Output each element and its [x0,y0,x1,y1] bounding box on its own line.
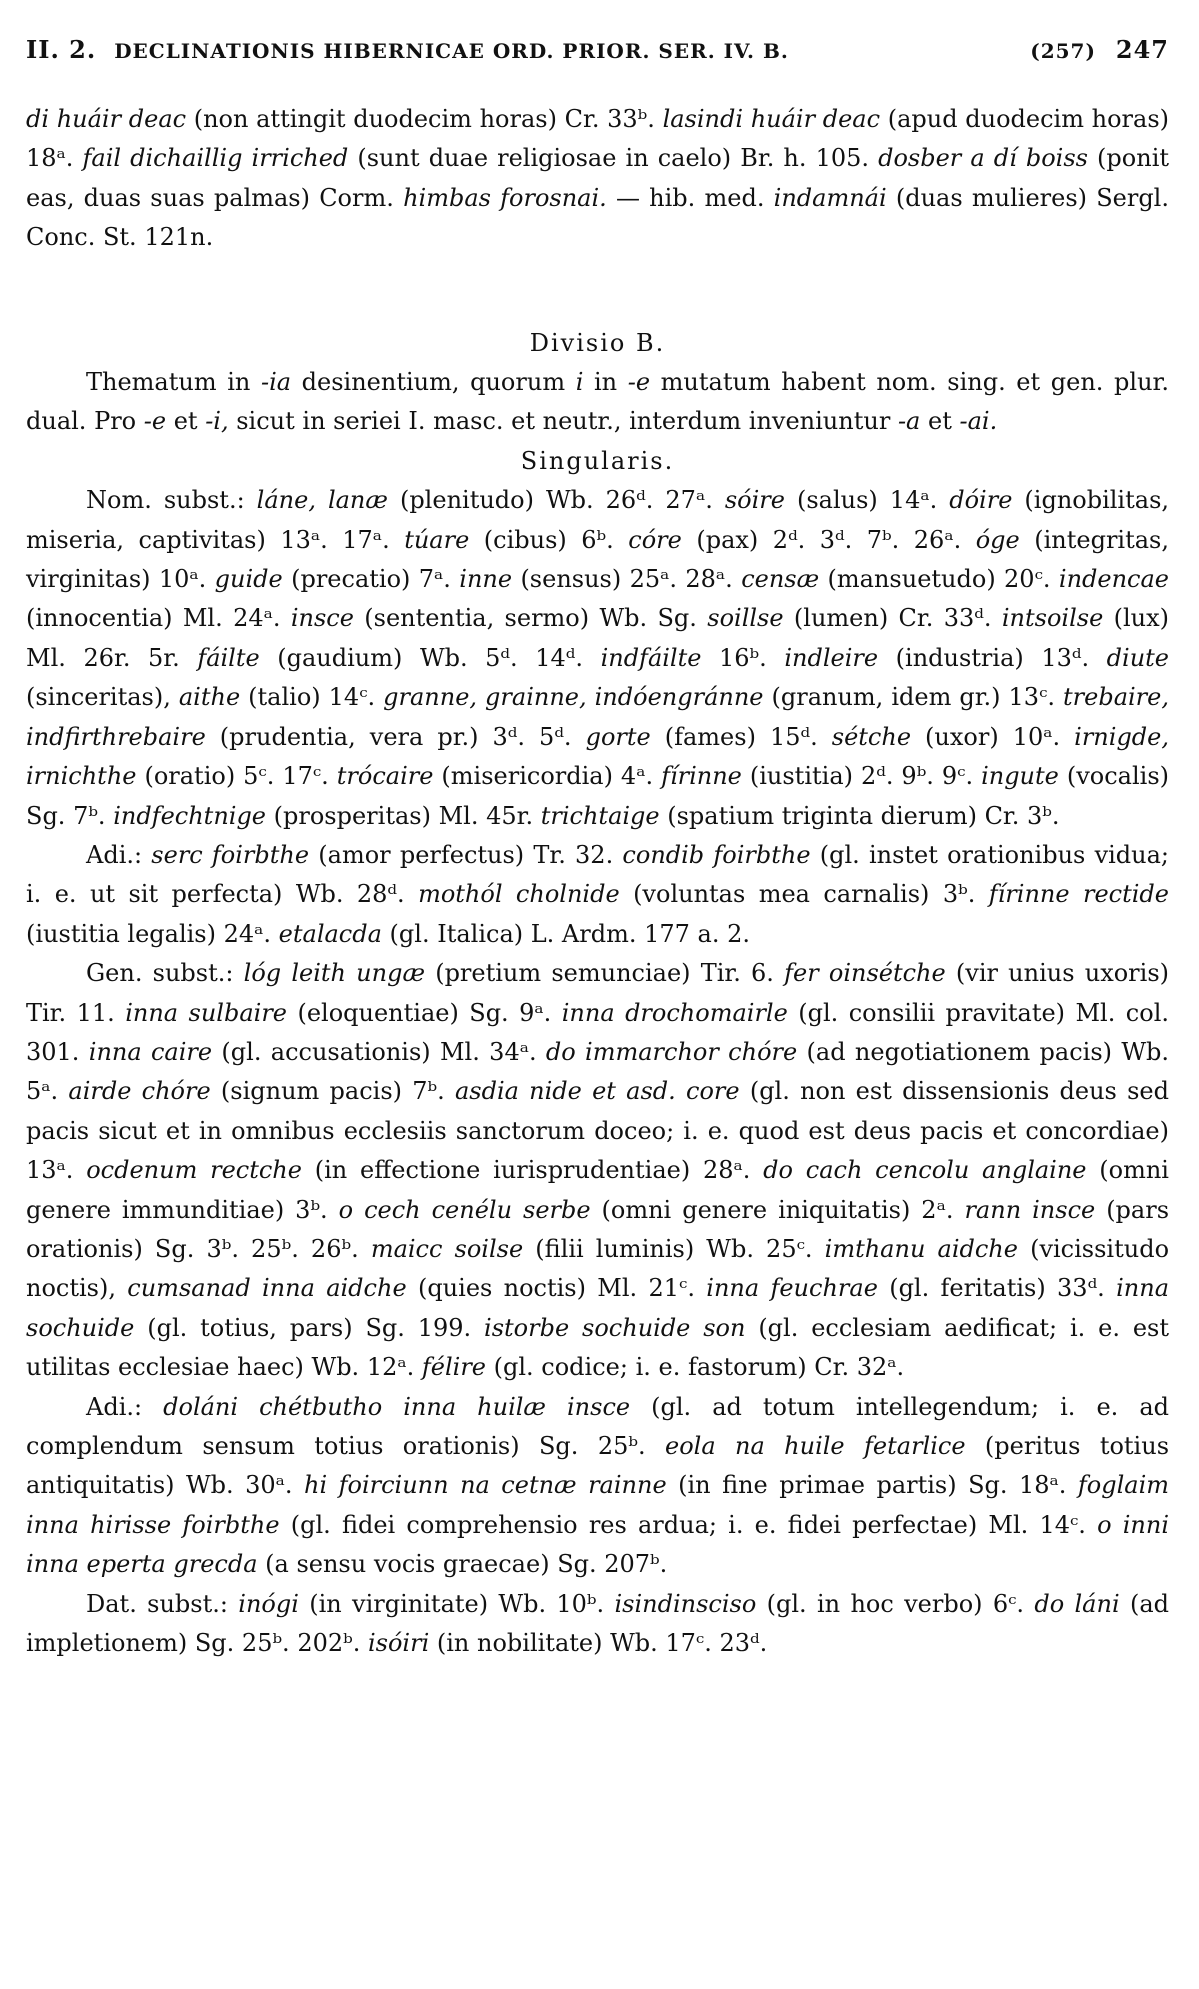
irish-term: fírinne rectide [988,880,1169,909]
latin-text: Divisio B. [529,328,666,357]
latin-text: (voluntas mea carnalis) 3ᵇ. [619,880,989,909]
latin-text: (eloquentiae) Sg. 9ᵃ. [287,998,562,1027]
irish-term: insce [290,604,354,633]
latin-text: (integritas, virginitas) 10ᵃ. [26,525,1169,594]
latin-text: (misericordia) 4ᵃ. [433,762,662,791]
irish-term: indamnái [773,183,887,212]
paragraph-p5 [26,836,1169,954]
header-title [26,30,789,71]
irish-term: etalacda [278,919,382,948]
irish-term: mothól cholnide [418,880,620,909]
irish-term: istorbe sochuide son [484,1313,746,1342]
latin-text: (spatium triginta dierum) Cr. 3ᵇ. [659,801,1060,830]
latin-text: Nom. subst.: [86,486,257,515]
latin-text: (in virginitate) Wb. 10ᵇ. [298,1589,615,1618]
latin-text: (fames) 15ᵈ. [650,722,832,751]
latin-text: (industria) 13ᵈ. [878,643,1107,672]
irish-term: inna caire [88,1037,213,1066]
irish-term: censæ [741,565,820,594]
irish-term: aithe [178,683,241,712]
irish-term: hi foirciunn na cetnæ rainne [304,1471,667,1500]
irish-term: do cach cencolu anglaine [763,1156,1087,1185]
latin-text: (duas mulieres) Sergl. Conc. St. 121n. [26,183,1169,252]
irish-term: dosber a dí boiss [878,144,1088,173]
page-number: 247 [1115,35,1169,64]
latin-text: (vir unius uxoris) Tir. 11. [26,959,1170,1027]
latin-text: (pretium semunciae) Tir. 6. [425,959,785,988]
latin-text: Singularis. [520,446,675,475]
latin-text: (signum pacis) 7ᵇ. [210,1077,455,1106]
latin-text: (plenitudo) Wb. 26ᵈ. 27ᵃ. [387,486,725,515]
latin-text: (non attingit duodecim horas) Cr. 33 [186,105,638,133]
irish-term: eola na huile fetarlice [664,1432,966,1460]
irish-term: fírinne [661,762,742,791]
irish-term: doláni chétbutho inna huilæ insce [163,1392,631,1421]
latin-text: (gl. codice; i. e. fastorum) Cr. 32ᵃ. [486,1353,905,1382]
latin-text: (sinceritas), [26,683,179,712]
latin-text: Adi.: [86,1392,164,1421]
paragraph-p3 [26,442,1169,481]
irish-term: do immarchor chóre [545,1037,798,1066]
latin-text: (pax) 2ᵈ. 3ᵈ. 7ᵇ. 26ᵃ. [681,525,976,554]
header-title-text: DECLINATIONIS HIBERNICAE ORD. PRIOR. SER. IV. B. [114,39,789,63]
latin-text: (gl. in hoc verbo) 6ᶜ. [756,1589,1035,1618]
latin-text: (uxor) 10ᵃ. [911,722,1075,751]
running-header [26,30,1169,76]
latin-text: (gl. ecclesiam aedificat; i. e. est utilitas ecclesiae haec) Wb. 12ᵃ. [26,1313,1169,1382]
irish-term: dóire [949,486,1013,515]
latin-text: (iustitia) 2ᵈ. 9ᵇ. 9ᶜ. [741,762,982,791]
irish-term: rann insce [964,1195,1096,1224]
latin-text: (peritus totius antiquitatis) Wb. 30ᵃ. [26,1432,1170,1500]
paragraph-p4 [26,481,1169,836]
latin-text: (in nobilitate) Wb. 17ᶜ. 23ᵈ. [429,1629,768,1658]
latin-text: (talio) 14ᶜ. [240,683,384,712]
latin-text: (gl. non est dissensionis deus sed pacis sicut et in omnibus ecclesiis sanctorum doceo; i. e. quod est deus pacis et concordiae) 13ᵃ. [26,1077,1169,1185]
latin-text: (precatio) 7ᵃ. [282,565,460,594]
irish-term: inna drochomairle [561,998,788,1027]
latin-text: (omni genere iniquitatis) 2ᵃ. [590,1195,965,1224]
latin-text: (amor perfectus) Tr. 32. [309,840,623,869]
latin-text: Adi.: [86,840,152,869]
irish-term: -e [627,368,651,397]
irish-term: sétche [831,722,912,751]
latin-text: mutatum habent nom. sing. et gen. plur. dual. Pro [26,368,1169,436]
irish-term: imthanu aidche [824,1234,1018,1263]
irish-term: maicc soilse [370,1234,524,1263]
irish-term: granne, grainne, indóengránne [383,683,764,712]
latin-text: (gl. fidei comprehensio res ardua; i. e. fidei perfectae) Ml. 14ᶜ. [279,1510,1098,1539]
latin-text: ᵇ. [637,105,663,133]
irish-term: indfechtnige [113,801,267,830]
latin-text: desinentium, quorum [291,368,576,397]
latin-text: (sententia, sermo) Wb. Sg. [353,604,708,633]
latin-text: — hib. med. [606,183,774,212]
latin-text: (gl. consilii pravitate) Ml. col. 301. [26,998,1169,1066]
latin-text: (vocalis) Sg. 7ᵇ. [26,762,1169,830]
irish-term: -a [897,407,921,436]
body-text [26,100,1169,1663]
irish-term: cumsanad inna aidche [127,1274,407,1303]
irish-term: i [575,368,584,397]
irish-term: di huáir deac [26,105,187,133]
irish-term: ocdenum rectche [86,1156,302,1185]
latin-text: (gl. ad totum intellegendum; i. e. ad complendum sensum totius orationis) Sg. 25ᵇ. [26,1392,1169,1460]
latin-text: (in fine primae partis) Sg. 18ᵃ. [666,1471,1078,1500]
irish-term: serc foirbthe [151,840,310,869]
irish-term: irnigde, irnichthe [26,722,1169,791]
latin-text: (gl. Italica) L. Ardm. 177 a. 2. [381,919,751,948]
latin-text: sicut in seriei I. masc. et neutr., interdum inveniuntur [228,407,898,436]
latin-text: (gaudium) Wb. 5ᵈ. 14ᵈ. [259,643,601,672]
latin-text: (vicissitudo noctis), [26,1234,1170,1303]
irish-term: fáilte [197,643,260,672]
irish-term: óge [975,525,1020,554]
irish-term: inne [459,565,513,594]
irish-term: ingute [981,762,1059,791]
latin-text: (gl. accusationis) Ml. 34ᵃ. [212,1037,546,1066]
latin-text: (prosperitas) Ml. 45r. [266,801,541,830]
latin-text: (quies noctis) Ml. 21ᶜ. [406,1274,707,1303]
latin-text: (gl. feritatis) 33ᵈ. [877,1274,1117,1303]
irish-term: indencae [1058,565,1169,594]
irish-term: sóire [724,486,785,515]
irish-term: indfáilte [600,643,702,672]
latin-text: (ad negotiationem pacis) Wb. 5ᵃ. [26,1037,1169,1106]
latin-text: (ad impletionem) Sg. 25ᵇ. 202ᵇ. [26,1589,1169,1658]
latin-text: (a sensu vocis graecae) Sg. 207ᵇ. [257,1550,668,1579]
latin-text: in [583,368,628,397]
irish-term: -ia [260,368,292,397]
latin-text: 16ᵇ. [701,643,785,672]
irish-term: asdia nide et asd. core [454,1077,740,1106]
irish-term: trichtaige [540,801,660,830]
irish-term: gorte [585,722,651,751]
latin-text: et [166,407,206,436]
latin-text: (innocentia) Ml. 24ᵃ. [26,604,291,633]
irish-term: soillse [707,604,784,633]
irish-term: lóg leith ungæ [243,959,426,988]
paragraph-p7 [26,1388,1169,1585]
irish-term: diute [1106,643,1169,672]
irish-term: -e [143,407,167,436]
irish-term: foglaim inna hirisse foirbthe [26,1471,1170,1539]
irish-term: trócaire [336,762,434,791]
irish-term: fer oinsétche [784,959,946,988]
latin-text: et [920,407,960,436]
irish-term: inógi [238,1589,299,1618]
latin-text: (oratio) 5ᶜ. 17ᶜ. [136,762,337,791]
paragraph-p0 [26,100,1169,258]
latin-text: (iustitia legalis) 24ᵃ. [26,919,279,948]
irish-term: intsoilse [1001,604,1104,633]
latin-text: (cibus) 6ᵇ. [469,525,629,554]
latin-text: (lux) Ml. 26r. 5r. [26,604,1170,672]
irish-term: o inni inna eperta grecda [26,1510,1170,1579]
latin-text: (in effectione iurisprudentiae) 28ᵃ. [301,1156,764,1185]
irish-term: inna feuchrae [706,1274,878,1303]
irish-term: córe [628,525,682,554]
latin-text: (sensus) 25ᵃ. 28ᵃ. [512,565,742,594]
latin-text: Gen. subst.: [86,959,244,988]
irish-term: túare [404,525,470,554]
latin-text: (lumen) Cr. 33ᵈ. [783,604,1002,633]
irish-term: isóiri [367,1629,430,1658]
irish-term: fail dichaillig irriched [82,144,349,173]
irish-term: condib foirbthe [622,840,811,869]
latin-text: (mansuetudo) 20ᶜ. [819,565,1059,594]
latin-text: (sunt duae religiosae in caelo) Br. h. 105. [348,144,879,173]
irish-term: guide [214,565,283,594]
latin-text: (granum, idem gr.) 13ᶜ. [763,683,1064,712]
latin-text: (omni genere immunditiae) 3ᵇ. [26,1156,1169,1224]
latin-text: (gl. instet orationibus vidua; i. e. ut sit perfecta) Wb. 28ᵈ. [26,840,1170,909]
paragraph-p1 [26,324,1169,363]
irish-term: trebaire, indfirthrebaire [26,683,1169,751]
latin-text: (ignobilitas, miseria, captivitas) 13ᵃ. 17ᵃ. [26,486,1170,554]
latin-text: Dat. subst.: [86,1589,239,1618]
irish-term: félire [421,1353,486,1382]
irish-term: do láni [1034,1589,1120,1618]
paragraph-p2 [26,363,1169,442]
irish-term: o cech cenélu serbe [338,1195,591,1224]
latin-text: (pars orationis) Sg. 3ᵇ. 25ᵇ. 26ᵇ. [26,1195,1170,1263]
latin-text: (prudentia, vera pr.) 3ᵈ. 5ᵈ. [205,722,586,751]
paragraph-p6 [26,954,1169,1387]
header-original-page: (257) [1030,39,1096,63]
header-section-number: II. 2. [26,35,97,64]
irish-term: inna sulbaire [125,998,288,1027]
irish-term: -ai. [959,407,998,436]
irish-term: inna sochuide [26,1274,1170,1342]
irish-term: airde chóre [68,1077,211,1106]
irish-term: lasindi huáir deac [662,105,881,133]
irish-term: láne, lanæ [256,486,388,515]
latin-text: Thematum in [86,368,261,397]
latin-text: (ponit eas, duas suas palmas) Corm. [26,144,1170,212]
irish-term: himbas forosnai. [403,183,607,212]
irish-term: -i, [205,407,229,436]
irish-term: indleire [784,643,879,672]
latin-text: (gl. totius, pars) Sg. 199. [134,1313,485,1342]
irish-term: isindinsciso [614,1589,757,1618]
header-page-info [1030,30,1169,71]
latin-text: (apud duodecim horas) 18ᵃ. [26,105,1169,173]
latin-text: (salus) 14ᵃ. [784,486,950,515]
paragraph-p8 [26,1585,1169,1664]
latin-text: (filii luminis) Wb. 25ᶜ. [523,1234,825,1263]
